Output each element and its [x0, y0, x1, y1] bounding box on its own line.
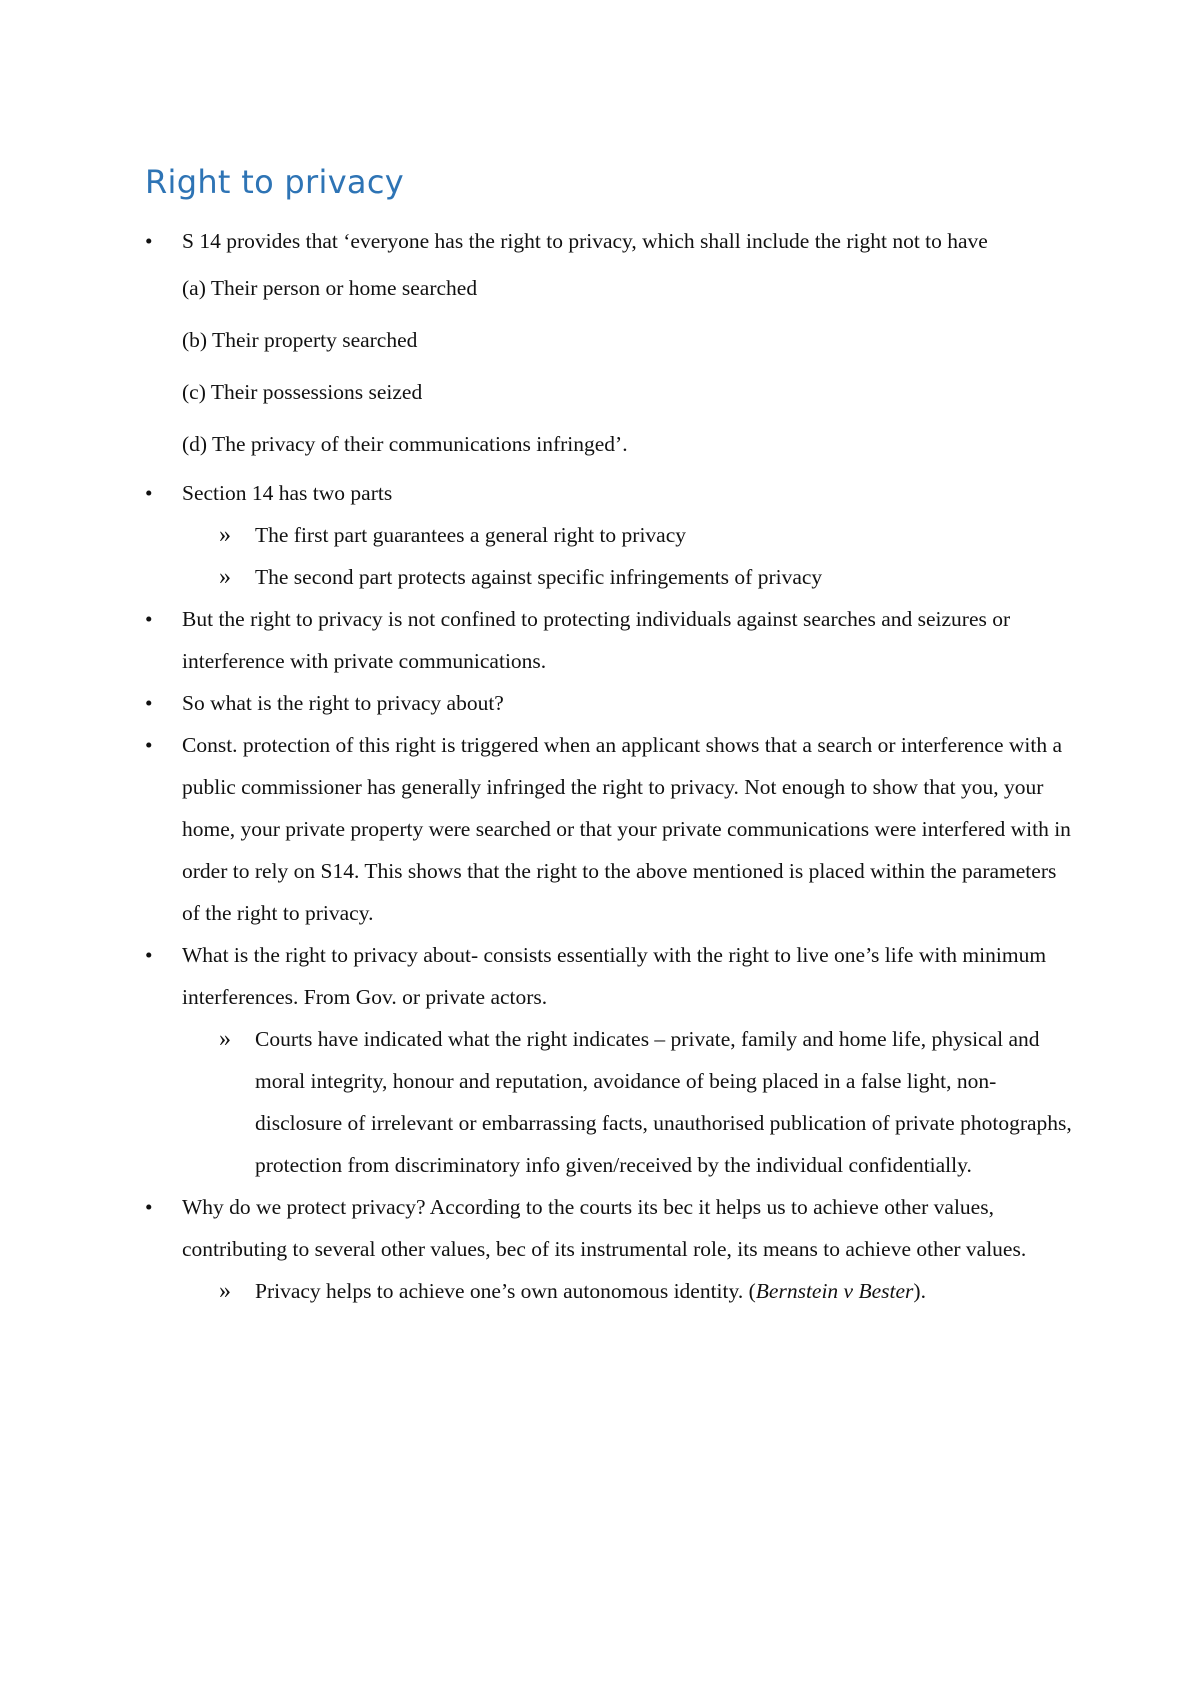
bullet-item-two-parts	[145, 472, 1075, 514]
bullet-item-why-protect	[145, 1186, 1075, 1270]
list-item-c: (c) Their possessions seized	[182, 380, 423, 404]
bullet-item-question	[145, 682, 1075, 724]
bullet-text: So what is the right to privacy about?	[182, 691, 504, 715]
sub-bullet-text-suffix: ).	[913, 1279, 926, 1303]
sub-bullet-text: Courts have indicated what the right indicates – private, family and home life, physical and moral integrity, honour and reputation, avoidance of being placed in a false light, non-disclosure of irrelevant or embarrassing facts, unauthorised publication of private photographs, protection from discriminatory info given/received by the individual confidentially.	[255, 1027, 1072, 1177]
sub-bullet-text-prefix: Privacy helps to achieve one’s own autonomous identity. (	[255, 1279, 756, 1303]
sub-bullet-second-part	[145, 556, 1075, 598]
bullet-item-s14	[145, 220, 1075, 262]
list-item-a: (a) Their person or home searched	[182, 276, 478, 300]
chevron-right-icon: »	[219, 564, 231, 590]
page-title: Right to privacy	[145, 163, 404, 201]
sub-bullet-autonomous	[145, 1270, 1075, 1312]
bullet-icon: •	[145, 943, 153, 967]
bullet-icon: •	[145, 691, 153, 715]
bullet-text: Const. protection of this right is triggered when an applicant shows that a search or interference with a public commissioner has generally infringed the right to privacy. Not enough to show that you, your home, your private property were searched or that your private communications were interfered with in order to rely on S14. This shows that the right to the above mentioned is placed within the parameters of the right to privacy.	[182, 733, 1071, 925]
bullet-icon: •	[145, 481, 153, 505]
bullet-item-what-about	[145, 934, 1075, 1018]
sub-bullet-first-part	[145, 514, 1075, 556]
case-citation: Bernstein v Bester	[755, 1279, 914, 1303]
bullet-item-const-protection	[145, 724, 1075, 934]
list-item-b: (b) Their property searched	[182, 328, 418, 352]
bullet-icon: •	[145, 607, 153, 631]
list-item-d: (d) The privacy of their communications infringed’.	[182, 432, 628, 456]
bullet-item-not-confined	[145, 598, 1075, 682]
bullet-text: Why do we protect privacy? According to the courts its bec it helps us to achieve other values, contributing to several other values, bec of its instrumental role, its means to achieve other values.	[182, 1195, 1027, 1261]
sub-bullet-text: The first part guarantees a general right to privacy	[255, 523, 687, 547]
sub-bullet-text: The second part protects against specific infringements of privacy	[255, 565, 823, 589]
chevron-right-icon: »	[219, 1278, 231, 1304]
bullet-icon: •	[145, 1195, 153, 1219]
bullet-text: Section 14 has two parts	[182, 481, 393, 505]
bullet-icon: •	[145, 733, 153, 757]
chevron-right-icon: »	[219, 522, 231, 548]
sub-bullet-courts	[145, 1018, 1075, 1186]
bullet-text: What is the right to privacy about- consists essentially with the right to live one’s life with minimum interferences. From Gov. or private actors.	[182, 943, 1047, 1009]
bullet-text: But the right to privacy is not confined to protecting individuals against searches and seizures or interference with private communications.	[182, 607, 1011, 673]
chevron-right-icon: »	[219, 1026, 231, 1052]
bullet-text: S 14 provides that ‘everyone has the right to privacy, which shall include the right not to have	[182, 229, 988, 253]
lettered-list	[145, 262, 1075, 470]
bullet-icon: •	[145, 229, 153, 253]
document-body	[145, 220, 1075, 1312]
